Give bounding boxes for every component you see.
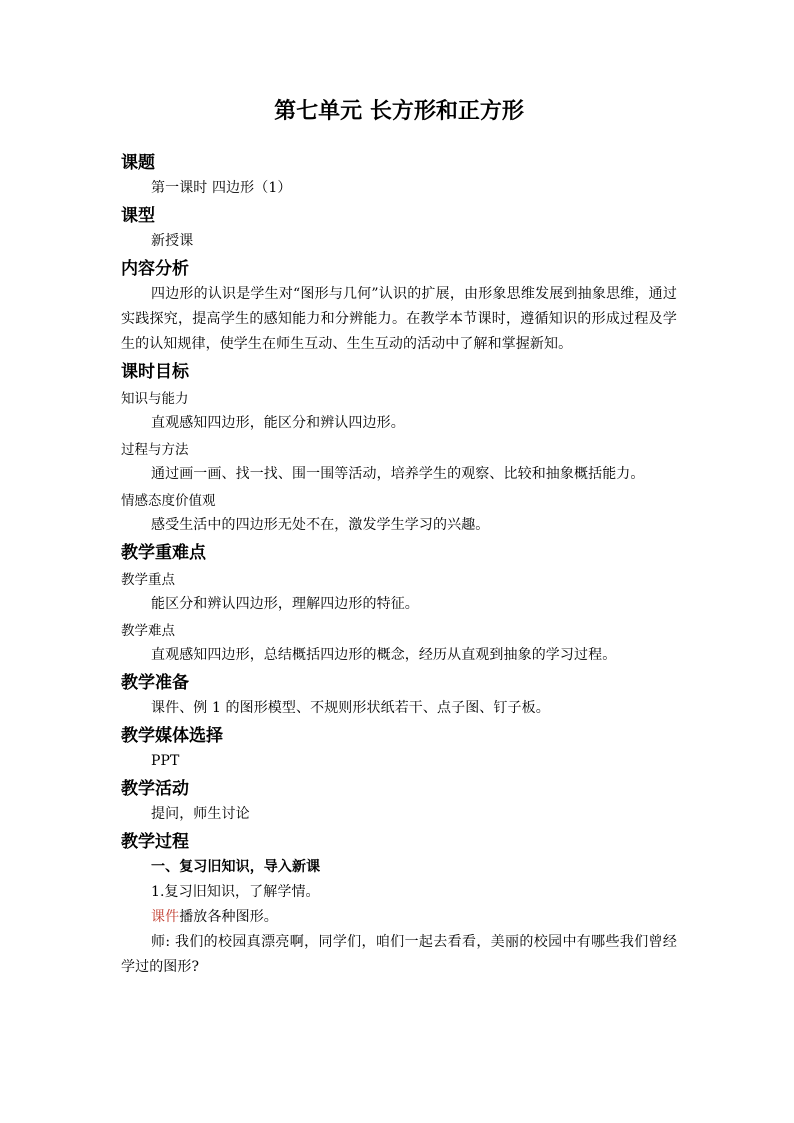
section-analysis [121,256,677,357]
type-text: 新授课 [151,233,194,249]
keypoint-difficult-text: 直观感知四边形，总结概括四边形的概念，经历从直观到抽象的学习过程。 [151,647,617,663]
heading-type: 课型 [121,206,155,226]
preparation-text: 课件、例 1 的图形模型、不规则形状纸若干、点子图、钉子板。 [151,700,550,716]
section-preparation [121,670,677,721]
procedure-step1: 一、复习旧知识，导入新课 [151,859,321,875]
heading-analysis: 内容分析 [121,259,189,279]
activity-text: 提问，师生讨论 [151,806,250,822]
section-media [121,723,677,774]
goal-knowledge-text: 直观感知四边形，能区分和辨认四边形。 [151,415,405,431]
analysis-text: 四边形的认识是学生对“图形与几何”认识的扩展，由形象思维发展到抽象思维，通过实践探究，提高学生的感知能力和分辨能力。在教学本节课时，遵循知识的形成过程及学生的认知规律，使学生在师生互动、生生互动的活动中了解和掌握新知。 [121,286,677,352]
document-body [121,96,677,982]
topic-text: 第一课时 四边形（1） [151,180,292,196]
heading-activity: 教学活动 [121,779,189,799]
media-text: PPT [151,753,180,769]
section-type [121,203,677,254]
section-activity [121,776,677,827]
section-keypoints [121,540,677,668]
document-title: 第七单元 长方形和正方形 [274,99,524,124]
goal-knowledge-label: 知识与能力 [121,391,189,407]
heading-keypoints: 教学重难点 [121,543,206,563]
courseware-text: 播放各种图形。 [179,909,278,925]
procedure-courseware-line [121,905,677,930]
goal-process-text: 通过画一画、找一找、围一围等活动，培养学生的观察、比较和抽象概括能力。 [151,466,645,482]
procedure-item1: 1.复习旧知识，了解学情。 [151,884,320,900]
courseware-label: 课件 [151,909,180,925]
keypoint-key-text: 能区分和辨认四边形，理解四边形的特征。 [151,596,419,612]
section-goals [121,359,677,538]
heading-topic: 课题 [121,153,155,173]
heading-procedure: 教学过程 [121,832,189,852]
heading-goals: 课时目标 [121,362,189,382]
goal-process-label: 过程与方法 [121,442,189,458]
section-topic [121,150,677,201]
heading-media: 教学媒体选择 [121,726,223,746]
goal-emotion-label: 情感态度价值观 [121,493,216,509]
keypoint-key-label: 教学重点 [121,572,175,588]
goal-emotion-text: 感受生活中的四边形无处不在，激发学生学习的兴趣。 [151,517,490,533]
heading-preparation: 教学准备 [121,673,189,693]
procedure-teacher-text: 师: 我们的校园真漂亮啊，同学们，咱们一起去看看，美丽的校园中有哪些我们曾经学过的图形? [121,934,677,975]
section-procedure [121,829,677,980]
keypoint-difficult-label: 教学难点 [121,623,175,639]
